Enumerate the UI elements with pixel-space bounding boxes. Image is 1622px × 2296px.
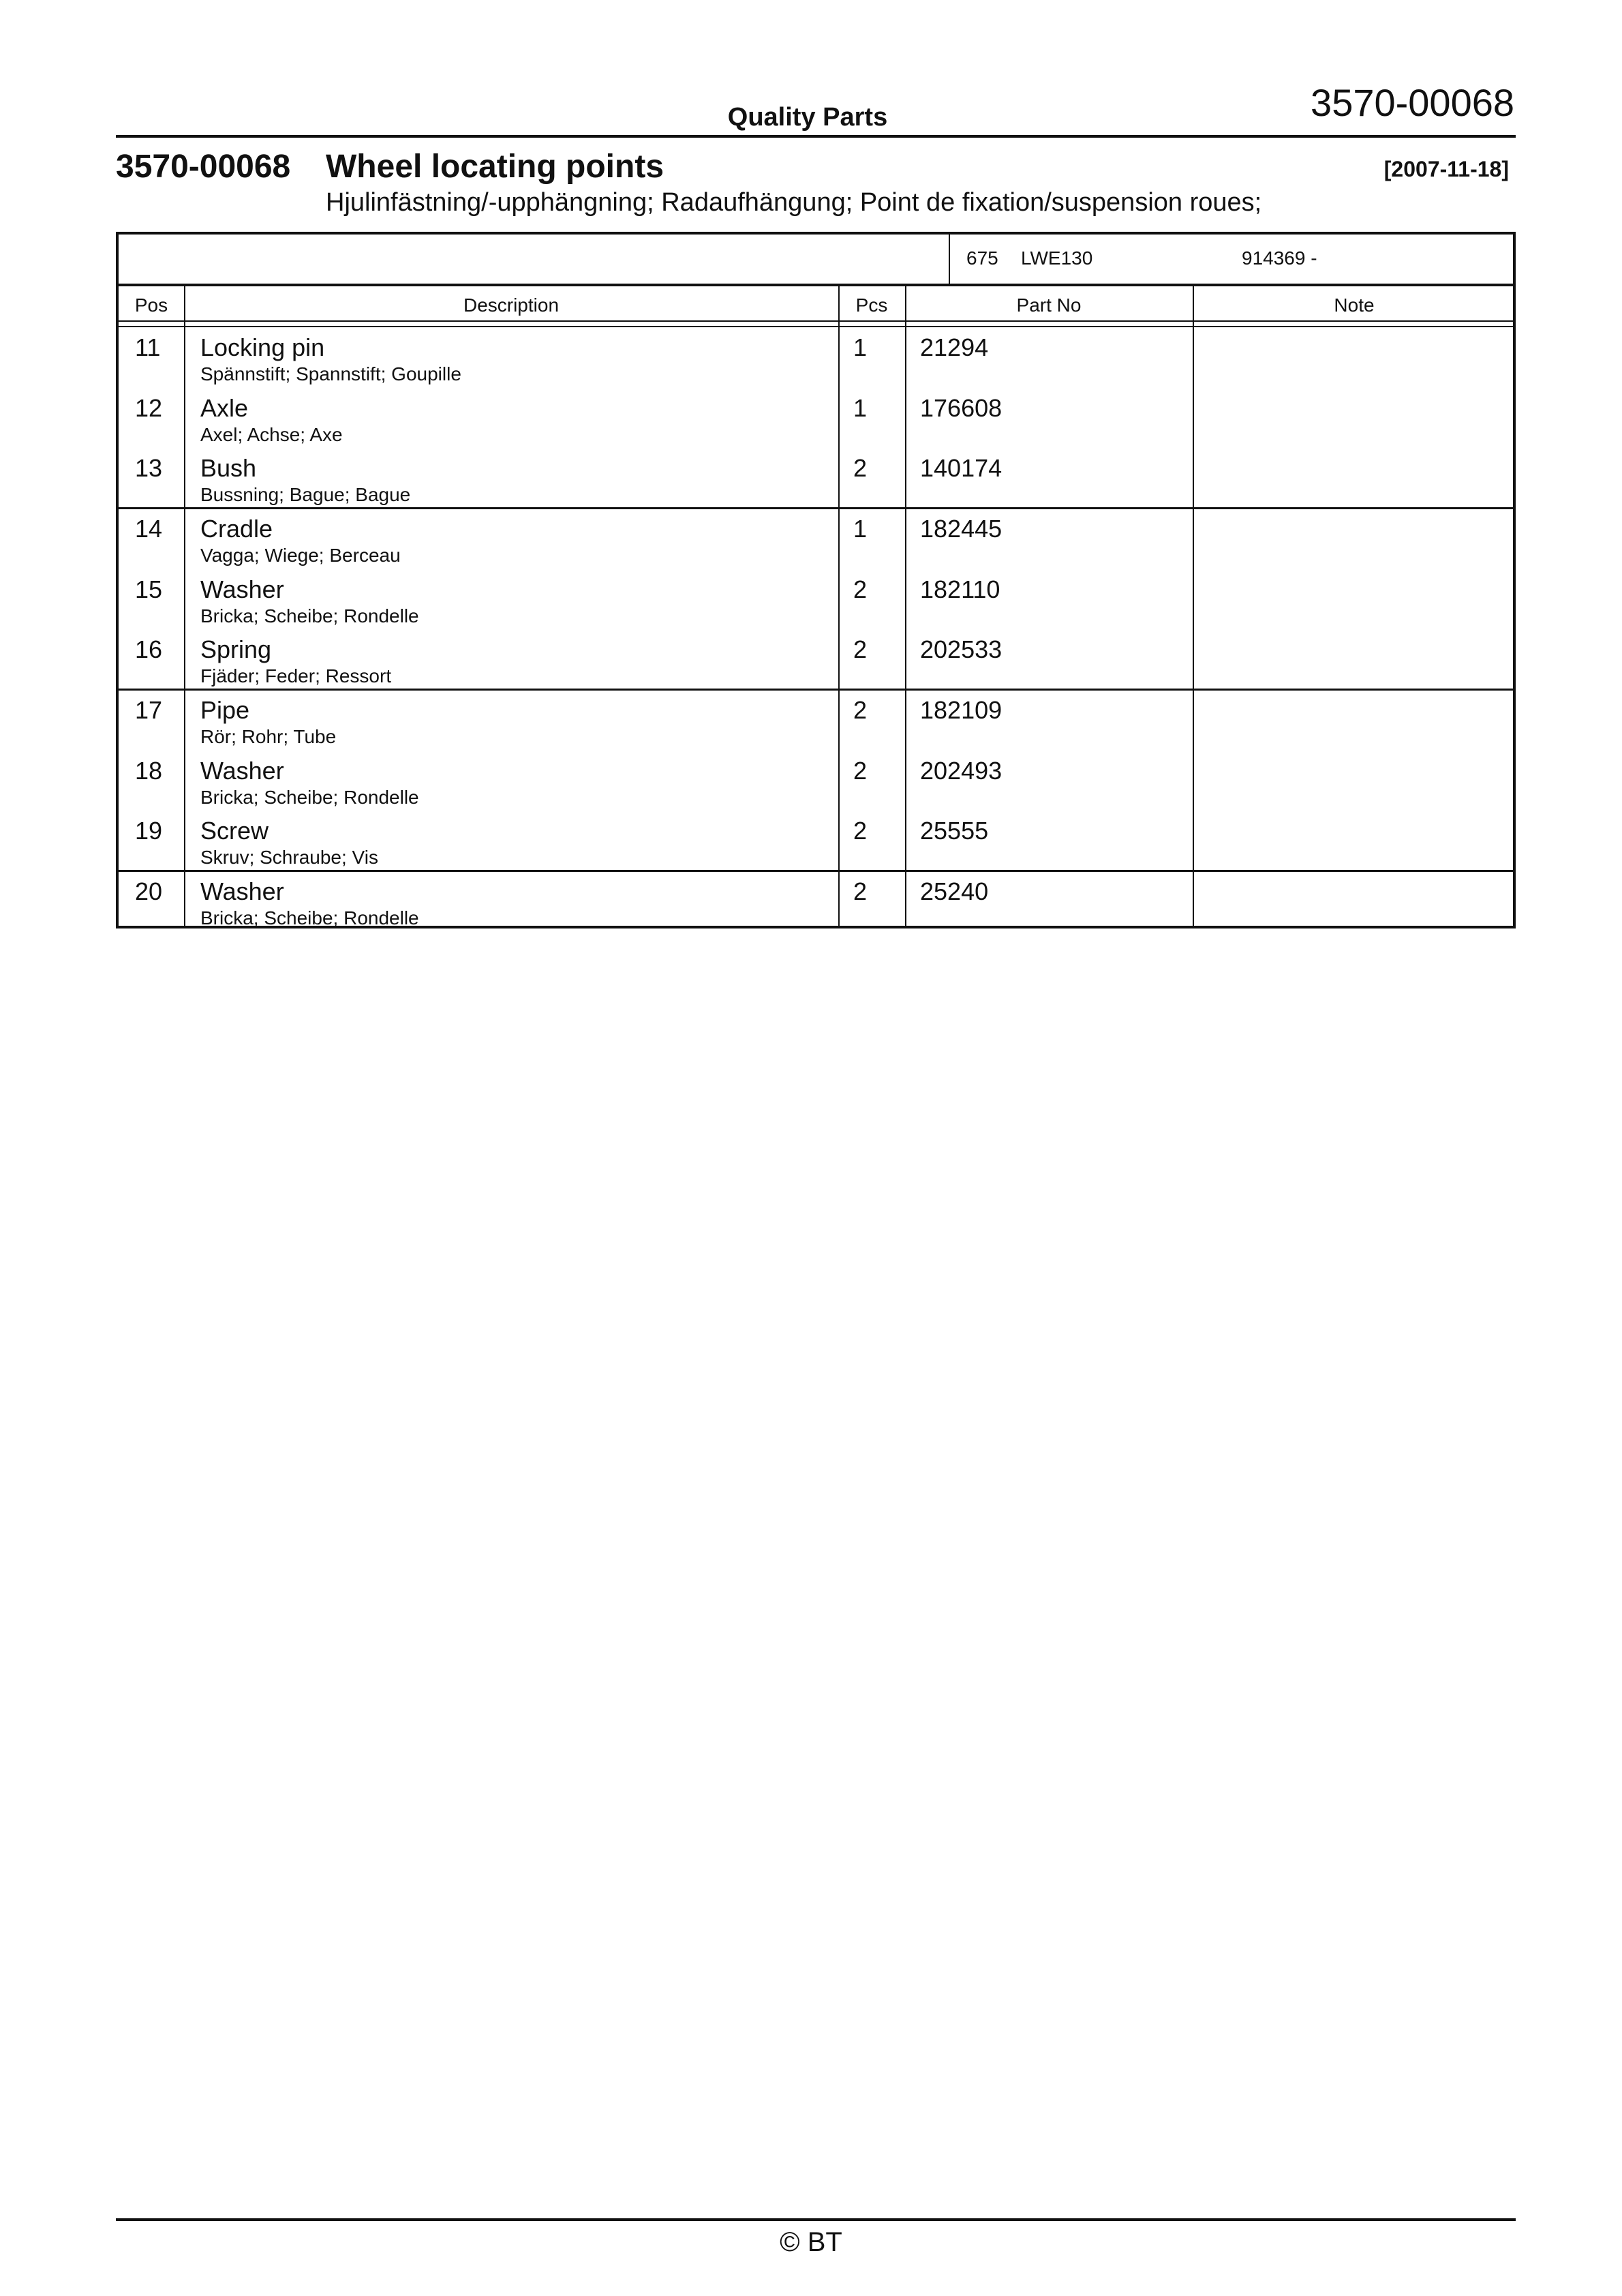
column-header-row: [119, 284, 1513, 322]
row-part-translation: Skruv; Schraube; Vis: [200, 847, 378, 868]
row-pcs: 2: [853, 877, 868, 905]
row-part-name: Screw: [200, 817, 269, 845]
row-part-number: 182109: [920, 696, 1003, 724]
row-part-number: 202533: [920, 635, 1003, 663]
row-pcs: 1: [853, 515, 868, 543]
row-part-name: Cradle: [200, 515, 273, 543]
row-pcs: 2: [853, 817, 868, 845]
model-divider: [949, 235, 950, 284]
row-pcs: 2: [853, 635, 868, 663]
row-part-translation: Bricka; Scheibe; Rondelle: [200, 605, 419, 626]
table-row: [119, 690, 1513, 750]
row-part-name: Pipe: [200, 696, 250, 724]
column-header-part-no: Part No: [1016, 294, 1082, 316]
table-row: [119, 509, 1513, 569]
section-number: 3570-00068: [116, 149, 291, 185]
row-part-number: 176608: [920, 394, 1003, 422]
row-part-translation: Rör; Rohr; Tube: [200, 726, 337, 747]
model-serial: 914369 -: [1242, 247, 1317, 269]
column-header-description: Description: [463, 294, 560, 316]
row-part-translation: Vagga; Wiege; Berceau: [200, 545, 401, 566]
model-row: [119, 235, 1513, 286]
row-pos: 12: [135, 394, 163, 422]
model-name: LWE130: [1021, 247, 1093, 269]
row-part-translation: Fjäder; Feder; Ressort: [200, 665, 392, 686]
column-header-pcs: Pcs: [855, 294, 888, 316]
row-part-number: 140174: [920, 454, 1003, 482]
row-part-translation: Axel; Achse; Axe: [200, 424, 343, 445]
row-pcs: 2: [853, 575, 868, 603]
header-doc-number: 3570-00068: [1311, 81, 1514, 124]
column-header-pos: Pos: [134, 294, 168, 316]
table-row: [119, 448, 1513, 508]
row-part-translation: Bricka; Scheibe; Rondelle: [200, 787, 419, 808]
row-pos: 19: [135, 817, 163, 845]
row-pcs: 1: [853, 333, 868, 361]
row-pos: 15: [135, 575, 163, 603]
row-pos: 18: [135, 757, 163, 785]
row-part-translation: Bussning; Bague; Bague: [200, 484, 411, 505]
header-title: Quality Parts: [727, 103, 888, 132]
table-row: [119, 871, 1513, 931]
row-pcs: 2: [853, 757, 868, 785]
row-pos: 11: [135, 333, 161, 361]
row-pcs: 2: [853, 454, 868, 482]
section-date: [2007-11-18]: [1383, 157, 1509, 181]
row-pos: 14: [135, 515, 163, 543]
row-part-name: Axle: [200, 394, 249, 422]
row-pos: 16: [135, 635, 163, 663]
table-row: [119, 388, 1513, 448]
row-part-name: Washer: [200, 757, 284, 785]
table-row: [119, 811, 1513, 871]
row-part-number: 182445: [920, 515, 1003, 543]
table-row: [119, 327, 1513, 387]
row-pcs: 1: [853, 394, 868, 422]
row-part-name: Bush: [200, 454, 257, 482]
footer-copyright: © BT: [780, 2227, 842, 2257]
row-pcs: 2: [853, 696, 868, 724]
row-part-name: Spring: [200, 635, 272, 663]
row-pos: 20: [135, 877, 163, 905]
model-code: 675: [966, 247, 998, 269]
section-subtitle: Hjulinfästning/-upphängning; Radaufhängung; Point de fixation/suspension roues;: [326, 188, 1262, 217]
row-part-number: 25240: [920, 877, 989, 905]
row-part-number: 202493: [920, 757, 1003, 785]
table-row: [119, 569, 1513, 629]
row-part-number: 182110: [920, 575, 1000, 603]
row-part-number: 21294: [920, 333, 989, 361]
table-row: [119, 629, 1513, 689]
row-pos: 13: [135, 454, 163, 482]
parts-table: [116, 232, 1516, 928]
footer-divider: [116, 2218, 1516, 2221]
row-pos: 17: [135, 696, 163, 724]
column-header-note: Note: [1334, 294, 1375, 316]
section-title: Wheel locating points: [326, 149, 664, 185]
header-divider: [116, 135, 1516, 138]
row-part-number: 25555: [920, 817, 989, 845]
row-part-name: Washer: [200, 575, 284, 603]
row-part-translation: Spännstift; Spannstift; Goupille: [200, 363, 461, 384]
row-part-name: Locking pin: [200, 333, 325, 361]
row-part-translation: Bricka; Scheibe; Rondelle: [200, 907, 419, 928]
table-row: [119, 751, 1513, 811]
row-part-name: Washer: [200, 877, 284, 905]
